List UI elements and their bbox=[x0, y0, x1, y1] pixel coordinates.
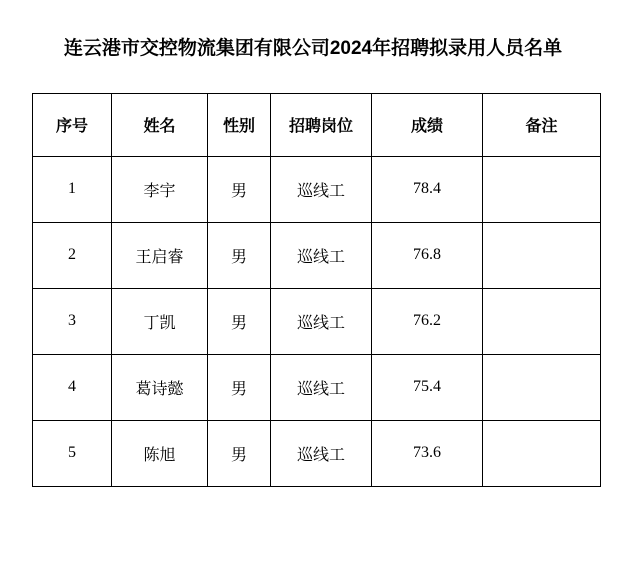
cell-position: 巡线工 bbox=[271, 288, 372, 354]
table-row bbox=[33, 354, 601, 420]
page-title: 连云港市交控物流集团有限公司2024年招聘拟录用人员名单 bbox=[63, 38, 563, 59]
cell-note bbox=[483, 288, 601, 354]
cell-score: 75.4 bbox=[372, 354, 483, 420]
table-row bbox=[33, 156, 601, 222]
column-header-index: 序号 bbox=[33, 93, 112, 156]
column-header-position: 招聘岗位 bbox=[271, 93, 372, 156]
cell-name: 葛诗懿 bbox=[112, 354, 208, 420]
cell-gender: 男 bbox=[208, 156, 271, 222]
cell-name: 王启睿 bbox=[112, 222, 208, 288]
cell-index: 4 bbox=[33, 354, 112, 420]
table-header-row bbox=[33, 93, 601, 156]
cell-score: 76.8 bbox=[372, 222, 483, 288]
roster-table-container bbox=[0, 93, 626, 487]
roster-table bbox=[32, 93, 601, 487]
cell-name: 丁凯 bbox=[112, 288, 208, 354]
cell-gender: 男 bbox=[208, 420, 271, 486]
cell-name: 陈旭 bbox=[112, 420, 208, 486]
column-header-name: 姓名 bbox=[112, 93, 208, 156]
cell-gender: 男 bbox=[208, 354, 271, 420]
cell-index: 5 bbox=[33, 420, 112, 486]
table-row bbox=[33, 222, 601, 288]
cell-score: 78.4 bbox=[372, 156, 483, 222]
table-row bbox=[33, 420, 601, 486]
cell-note bbox=[483, 222, 601, 288]
cell-position: 巡线工 bbox=[271, 156, 372, 222]
cell-position: 巡线工 bbox=[271, 222, 372, 288]
cell-gender: 男 bbox=[208, 288, 271, 354]
cell-score: 76.2 bbox=[372, 288, 483, 354]
cell-note bbox=[483, 156, 601, 222]
cell-position: 巡线工 bbox=[271, 420, 372, 486]
column-header-gender: 性别 bbox=[208, 93, 271, 156]
table-body bbox=[33, 156, 601, 486]
cell-position: 巡线工 bbox=[271, 354, 372, 420]
cell-note bbox=[483, 354, 601, 420]
table-row bbox=[33, 288, 601, 354]
cell-index: 2 bbox=[33, 222, 112, 288]
cell-gender: 男 bbox=[208, 222, 271, 288]
cell-index: 3 bbox=[33, 288, 112, 354]
cell-name: 李宇 bbox=[112, 156, 208, 222]
table-header bbox=[33, 93, 601, 156]
cell-score: 73.6 bbox=[372, 420, 483, 486]
cell-note bbox=[483, 420, 601, 486]
column-header-score: 成绩 bbox=[372, 93, 483, 156]
cell-index: 1 bbox=[33, 156, 112, 222]
column-header-note: 备注 bbox=[483, 93, 601, 156]
